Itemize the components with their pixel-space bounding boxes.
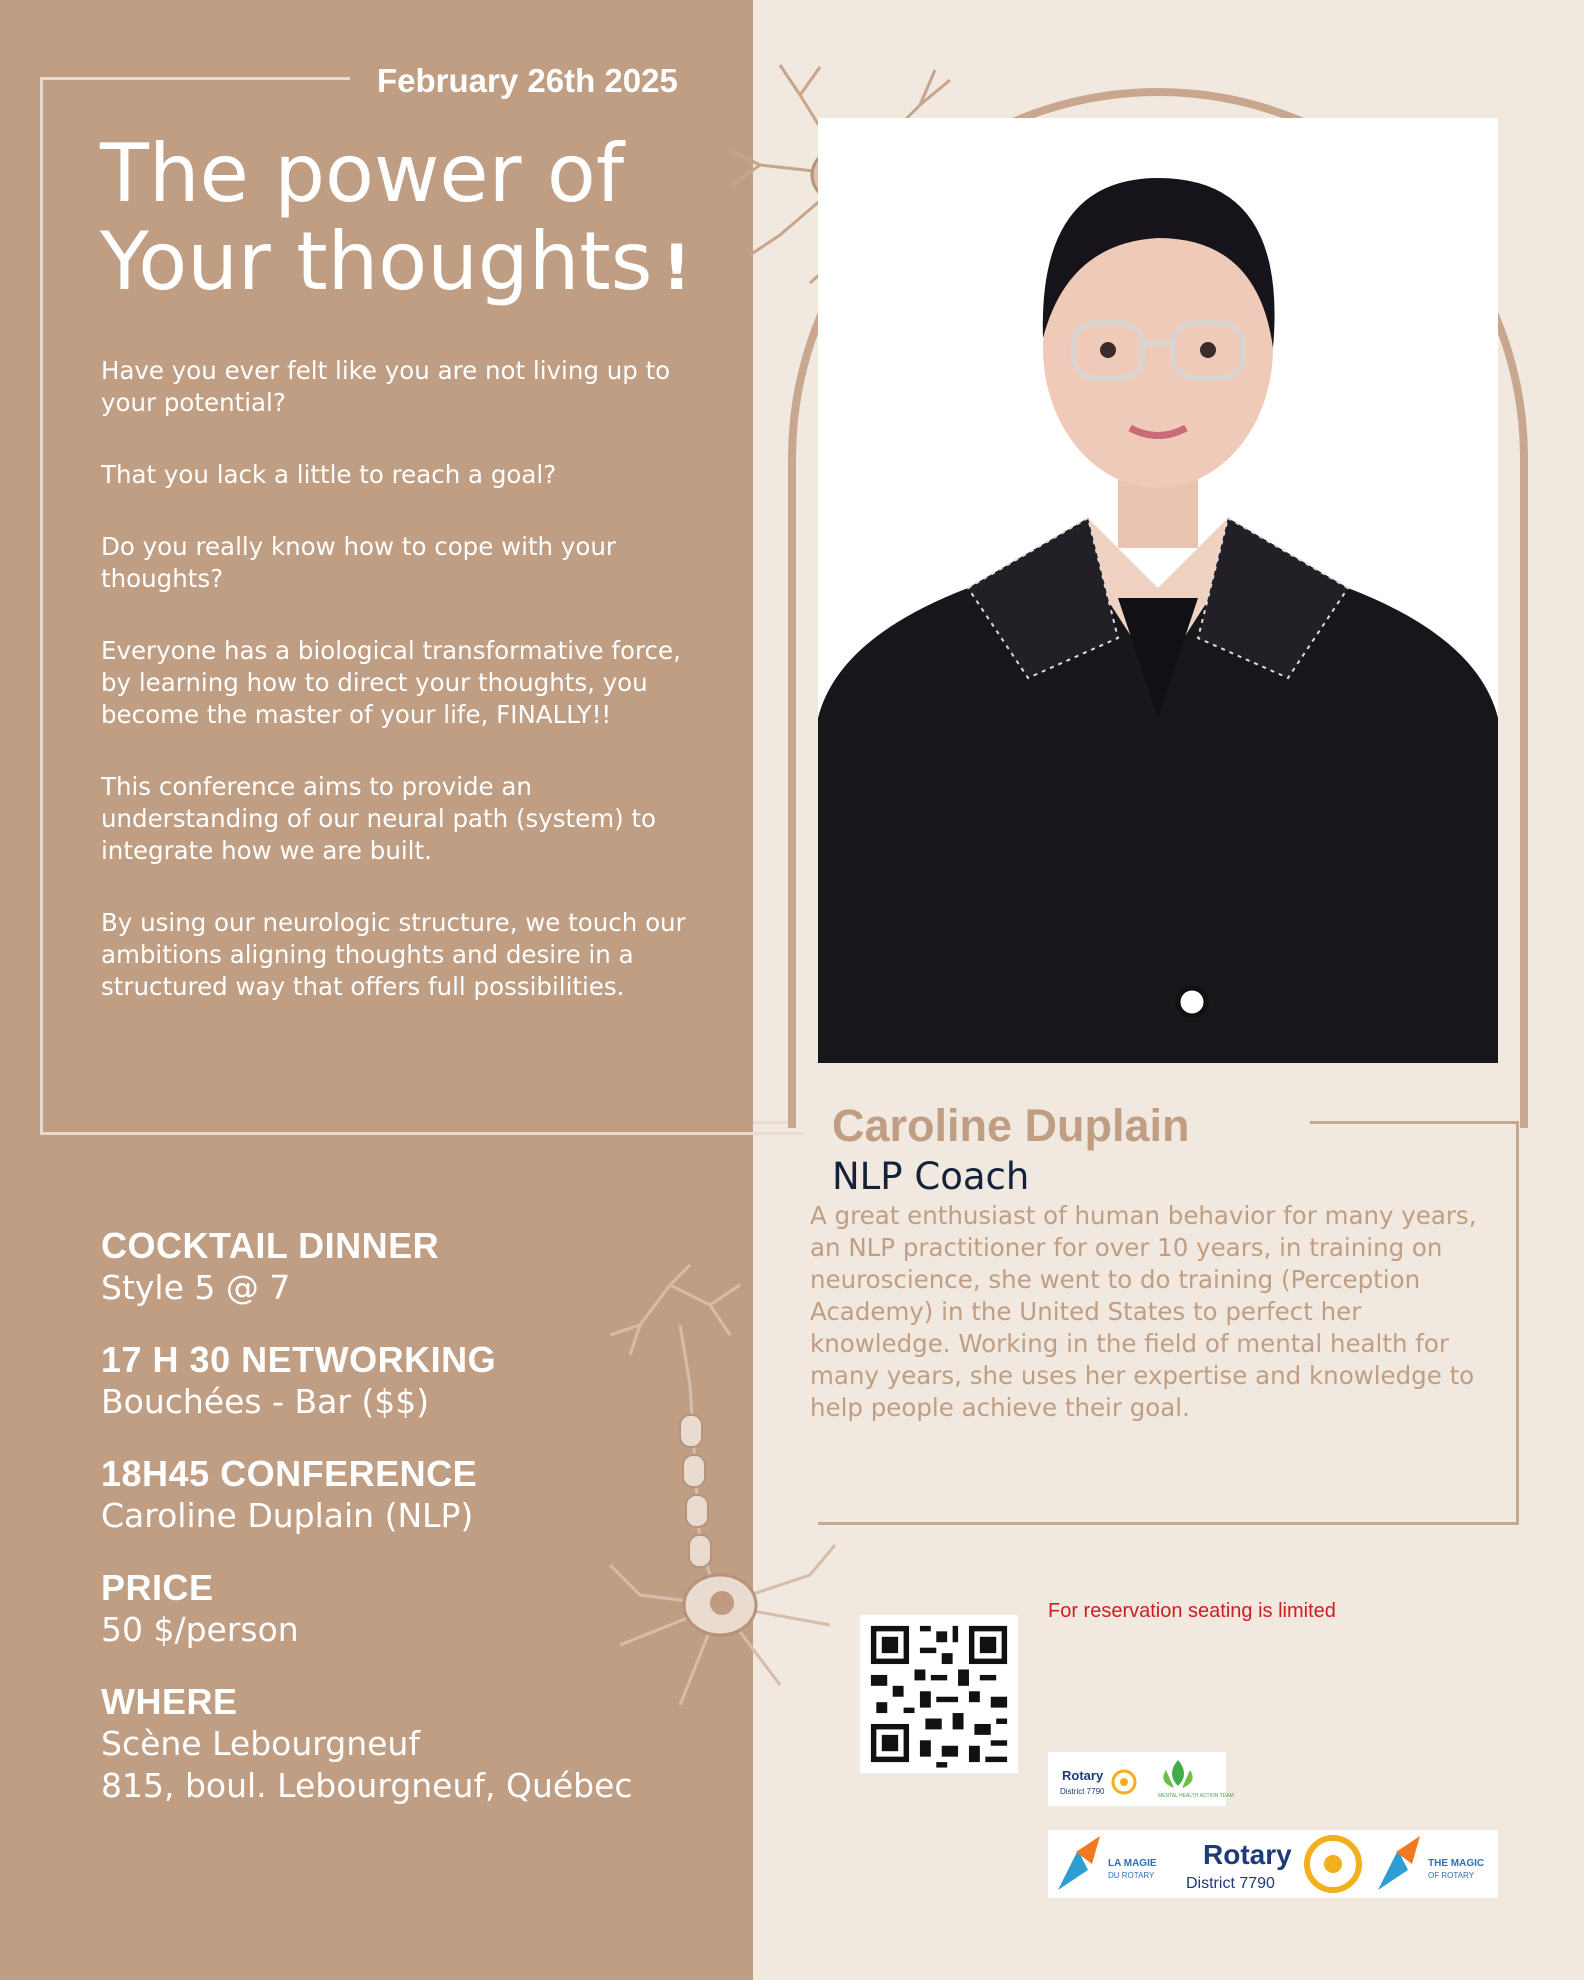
schedule-item (101, 1225, 633, 1309)
bio-frame-top (1310, 1121, 1519, 1124)
speaker-bio: A great enthusiast of human behavior for many years, an NLP practitioner for over 10 years, in training on neuroscience, she went to do training (Perception Academy) in the United States to perfect her knowledge. Working in the field of mental health for many years, she uses her expertise and knowledge to help people achieve their goal. (810, 1201, 1477, 1422)
schedule-item (101, 1453, 633, 1537)
title-line-2: Your thoughts (100, 215, 653, 308)
title-exclamation: ! (662, 231, 691, 304)
speaker-photo (818, 118, 1498, 1063)
qr-code-icon (860, 1615, 1018, 1773)
schedule-value: Caroline Duplain (NLP) (101, 1496, 474, 1535)
mental-health-text: MENTAL HEALTH ACTION TEAM (1158, 1793, 1234, 1799)
event-date: February 26th 2025 (377, 62, 678, 99)
title-line-1: The power of (100, 127, 625, 220)
district-small-text: District 7790 (1060, 1787, 1105, 1796)
schedule-item (101, 1339, 633, 1423)
schedule-address: 815, boul. Lebourgneuf, Québec (101, 1766, 633, 1805)
schedule-value: Style 5 @ 7 (101, 1268, 291, 1307)
schedule-value: 50 $/person (101, 1610, 299, 1649)
rotary-small-text: Rotary (1062, 1768, 1104, 1783)
intro-paragraph: By using our neurologic structure, we touch our ambitions aligning thoughts and desire in a structured way that offers full possibilities. (101, 908, 686, 1001)
bio-frame-right (1516, 1121, 1519, 1525)
qr-code[interactable] (860, 1615, 1018, 1773)
intro-paragraph: Have you ever felt like you are not living up to your potential? (101, 356, 671, 417)
rotary-mental-health-logo (1048, 1752, 1234, 1806)
schedule-heading: COCKTAIL DINNER (101, 1225, 440, 1266)
schedule-value: Bouchées - Bar ($$) (101, 1382, 430, 1421)
page-title (100, 127, 691, 312)
schedule-heading: 18H45 CONFERENCE (101, 1453, 478, 1494)
speaker-role: NLP Coach (832, 1155, 1030, 1198)
speaker-name: Caroline Duplain (832, 1100, 1190, 1151)
district-big-text: District 7790 (1186, 1875, 1275, 1892)
schedule-item (101, 1681, 633, 1807)
intro-paragraph: This conference aims to provide an understanding of our neural path (system) to integrate how we are built. (101, 772, 657, 865)
the-magic-text: THE MAGIC (1428, 1858, 1485, 1869)
schedule-value: Scène Lebourgneuf (101, 1724, 420, 1763)
rotary-district-logos (1048, 1830, 1498, 1898)
intro-paragraph: That you lack a little to reach a goal? (101, 460, 557, 489)
rotary-big-text: Rotary (1203, 1839, 1292, 1870)
du-rotary-text: DU ROTARY (1108, 1871, 1155, 1880)
bio-frame-bottom (818, 1522, 1519, 1525)
event-schedule (101, 1225, 633, 1837)
schedule-heading: WHERE (101, 1681, 238, 1722)
of-rotary-text: OF ROTARY (1428, 1871, 1474, 1880)
schedule-heading: 17 H 30 NETWORKING (101, 1339, 497, 1380)
schedule-item (101, 1567, 633, 1651)
intro-text (101, 355, 721, 1043)
intro-paragraph: Everyone has a biological transformative force, by learning how to direct your thoughts, you become the master of your life, FINALLY!! (101, 636, 681, 729)
reservation-note: For reservation seating is limited (1048, 1600, 1336, 1622)
speaker-portrait-illustration (818, 118, 1498, 1063)
la-magie-text: LA MAGIE (1108, 1858, 1157, 1869)
intro-paragraph: Do you really know how to cope with your thoughts? (101, 532, 616, 593)
schedule-heading: PRICE (101, 1567, 214, 1608)
